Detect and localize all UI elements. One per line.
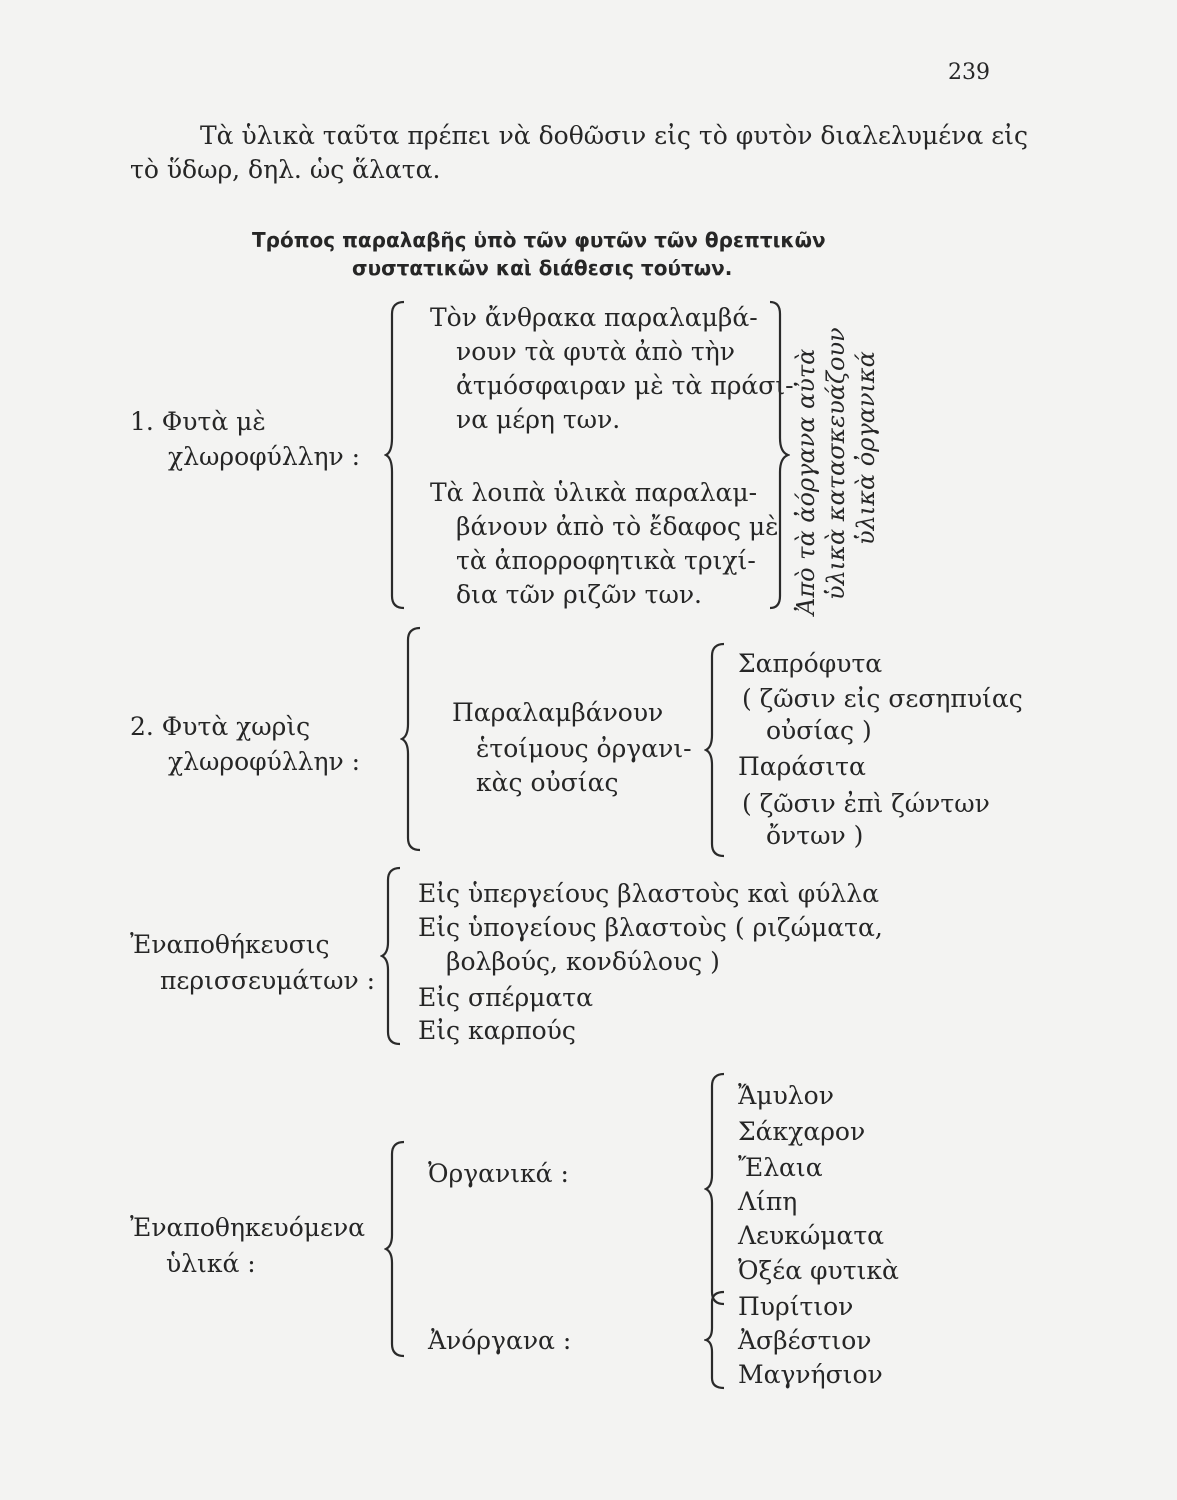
- intro-line-1: Τὰ ὑλικὰ ταῦτα πρέπει νὰ δοθῶσιν εἰς τὸ φυτὸν διαλελυμένα εἰς: [200, 121, 1028, 150]
- storage-location-item: βολβούς, κονδύλους ): [446, 947, 720, 976]
- section1-item1-line: να μέρη των.: [456, 405, 621, 434]
- section4-brace: [384, 1140, 408, 1358]
- section1-label-line-2: χλωροφύλλην :: [168, 442, 361, 471]
- inorganic-label: Ἀνόργανα :: [428, 1326, 572, 1355]
- section2-right-brace: [704, 642, 728, 858]
- page-number: 239: [948, 60, 990, 85]
- section1-vertical-text-1: Ἀπὸ τὰ ἀόργανα αὐτὰ: [792, 348, 820, 615]
- organic-item: Λίπη: [738, 1187, 798, 1216]
- section2-label-line-1: 2. Φυτὰ χωρὶς: [130, 712, 311, 741]
- organic-item: Ἔλαια: [738, 1153, 823, 1182]
- parasites-note-line-1: ( ζῶσιν ἐπὶ ζώντων: [742, 789, 990, 818]
- saprophytes-note-line-1: ( ζῶσιν εἰς σεσηπυίας: [742, 684, 1023, 713]
- section-heading-line-2: συστατικῶν καὶ διάθεσις τούτων.: [352, 256, 733, 280]
- saprophytes-label: Σαπρόφυτα: [738, 649, 883, 678]
- section-heading-line-1: Τρόπος παραλαβῆς ὑπὸ τῶν φυτῶν τῶν θρεπτικῶν: [252, 228, 826, 252]
- parasites-note-line-2: ὄντων ): [766, 821, 864, 850]
- inorganic-item: Ἀσβέστιον: [738, 1326, 872, 1355]
- section2-middle-line-2: ἑτοίμους ὀργανι-: [476, 734, 692, 763]
- organic-label: Ὀργανικά :: [428, 1159, 569, 1188]
- section2-brace: [400, 626, 424, 852]
- organic-item: Λευκώματα: [738, 1221, 885, 1250]
- section1-vertical-text-3: ὑλικὰ ὀργανικά: [852, 351, 880, 545]
- section1-item2-line: Τὰ λοιπὰ ὑλικὰ παραλαμ-: [430, 478, 758, 507]
- section2-label-line-2: χλωροφύλλην :: [168, 747, 361, 776]
- storage-location-item: Εἰς ὑπογείους βλαστοὺς ( ριζώματα,: [418, 913, 883, 942]
- section4-label-line-1: Ἐναποθηκευόμενα: [130, 1213, 366, 1242]
- section3-label-line-1: Ἐναποθήκευσις: [130, 930, 330, 959]
- section4-label-line-2: ὑλικά :: [166, 1249, 256, 1278]
- section3-brace: [380, 866, 404, 1046]
- section1-item1-line: ἀτμόσφαιραν μὲ τὰ πράσι-: [456, 371, 794, 400]
- organic-item: Ἄμυλον: [738, 1081, 834, 1110]
- section3-label-line-2: περισσευμάτων :: [160, 966, 376, 995]
- inorganic-item: Μαγνήσιον: [738, 1360, 883, 1389]
- intro-line-2: τὸ ὕδωρ, δηλ. ὡς ἅλατα.: [130, 155, 441, 184]
- section1-label-line-1: 1. Φυτὰ μὲ: [130, 407, 266, 436]
- section1-item1-line: νουν τὰ φυτὰ ἀπὸ τὴν: [456, 337, 735, 366]
- storage-location-item: Εἰς σπέρματα: [418, 983, 593, 1012]
- parasites-label: Παράσιτα: [738, 752, 866, 781]
- inorganic-brace: [704, 1290, 728, 1390]
- section1-brace: [384, 300, 408, 610]
- organic-brace: [704, 1072, 728, 1306]
- inorganic-item: Πυρίτιον: [738, 1292, 854, 1321]
- section1-item2-line: βάνουν ἀπὸ τὸ ἔδαφος μὲ: [456, 512, 779, 541]
- storage-location-item: Εἰς ὑπεργείους βλαστοὺς καὶ φύλλα: [418, 879, 879, 908]
- storage-location-item: Εἰς καρπούς: [418, 1016, 576, 1045]
- section2-middle-line-3: κὰς οὐσίας: [476, 768, 619, 797]
- section1-right-brace: [768, 300, 790, 610]
- section1-item1-line: Τὸν ἄνθρακα παραλαμβά-: [430, 303, 758, 332]
- saprophytes-note-line-2: οὐσίας ): [766, 716, 872, 745]
- section2-middle-line-1: Παραλαμβάνουν: [452, 698, 664, 727]
- section1-item2-line: τὰ ἀπορροφητικὰ τριχί-: [456, 546, 756, 575]
- section1-vertical-text-2: ὑλικὰ κατασκευάζουν: [822, 327, 850, 600]
- section1-item2-line: δια τῶν ριζῶν των.: [456, 580, 702, 609]
- organic-item: Ὀξέα φυτικὰ: [738, 1256, 899, 1285]
- organic-item: Σάκχαρον: [738, 1117, 866, 1146]
